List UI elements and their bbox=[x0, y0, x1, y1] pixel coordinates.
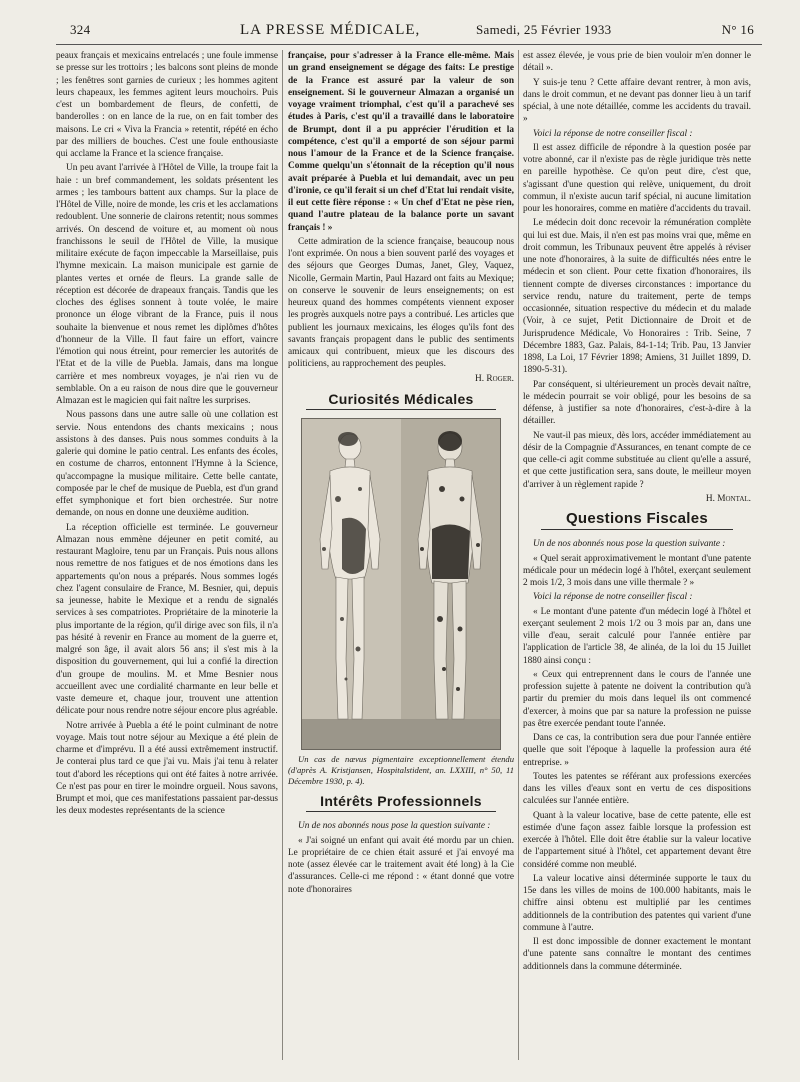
question-text: « Quel serait approximativement le montant d'une patente médicale pour un médecin logé à l'hôtel, exerçant seulement 2 mois 1/2, 3 mois dans une ville thermale ? » bbox=[523, 553, 751, 588]
section-underline bbox=[306, 811, 496, 812]
issue-date: Samedi, 25 Février 1933 bbox=[476, 22, 612, 37]
section-title-text: Questions Fiscales bbox=[565, 510, 709, 527]
paragraph: Il est assez difficile de répondre à la question posée par votre abonné, car il n'existe pas de règle juridique très nette en pareille hypothèse. Ce qu'on peut dire, c'est que, s'agissant d'une question qui relève, uniquement, du droit commun, il n'existe aucun tarif spécial, ni aucune limitation pour les honoraires, comme en matière d'accidents du travail. bbox=[523, 142, 751, 214]
paragraph: Notre arrivée à Puebla a été le point culminant de notre voyage. Mais tout notre séjour au Mexique a été plein de charme et d'imprévu. Il a été aussi extrêmement instructif. Je conterai plus tard ce que j'ai vu. Mais j'ai tenu à relater tout d'abord les réceptions qui ont été faites à notre arrivée. Ce n'est pas pour en tirer le moindre orgueil. Nous savons, Brumpt et moi, que ces manifestations passaient par-dessus les deux modestes représentants de la science bbox=[56, 720, 278, 817]
paragraph: « Le montant d'une patente d'un médecin logé à l'hôtel et exerçant seulement 2 mois 1/2 ou 3 mois par an, dans une ville d'eau, serait calculé pour l'année entière par l'application de l'article 38, 4e alinéa, de la loi du 15 Juillet 1880 ainsi conçu : bbox=[523, 606, 751, 666]
author-signature: H. Roger. bbox=[475, 373, 514, 384]
medical-photograph bbox=[301, 418, 501, 750]
photo-illustration bbox=[302, 419, 500, 749]
paragraph: peaux français et mexicains entrelacés ; une foule immense se presse sur les trottoirs ; les balcons sont pleins de monde ; les fenêtres sont garnies de curieux ; les hommes agitent leurs chapeaux, les femmes agitent leurs mouchoirs. Puis c'est un bombardement de fleurs, de confetti, de banderolles : on en lance de la rue, on en fait tomber des maisons. Le cri « Viva la Francia » retentit, répété en écho par des milliers de bouches. C'est une foule enthousiaste qui acclame la France et la science française. bbox=[56, 51, 278, 159]
paragraph: La réception officielle est terminée. Le gouverneur Almazan nous emmène déjeuner en petit comité, au restaurant Magloire, tenu par un Français. Puis nous allons nous remettre de nos fatigues et de nos émotions dans les appartements qu'on nous a préparés. Nous sommes logés chez l'agent consulaire de France, M. Besnier, qui, depuis sa jeunesse, habite le Mexique et a rendu de signalés services à ses compatriotes. Propriétaire de la minoterie la plus importante de la région, qu'il dirige avec son fils, il n'a pas hésité à revenir en France au moment de la guerre et, malgré son âge, il avait alors 56 ans; il s'est mis à la disposition du gouvernement, qui lui a confié la direction d'un groupe de moulins. M. et Mme Besnier nous accueillent avec une cordialité charmante en leur belle et vaste demeure et, chaque jour, trouvent une attention délicate pour nous rendre notre séjour encore plus agréable. bbox=[56, 522, 278, 717]
paragraph: Nous passons dans une autre salle où une collation est servie. Nous entendons des chants mexicains ; nous assistons à des danses. Puis nous sommes conduits à la galerie qui domine le patio central. Les enfants des écoles, en costume de charros, entonnent l'Hymne à la Science, qu'accompagne la musique militaire. Cette belle cantate, composée par le chef de musique de Puebla, est d'un grand effet symphonique et fort bien orchestrée. Sur notre demande, on nous en donne une deuxième audition. bbox=[56, 410, 278, 519]
section-title-curiosites bbox=[288, 390, 514, 410]
page-number: 324 bbox=[70, 22, 91, 37]
question-intro: Un de nos abonnés nous pose la question suivante : bbox=[533, 539, 726, 550]
section-title-text: Intérêts Professionnels bbox=[320, 793, 482, 809]
paragraph: française, pour s'adresser à la France elle-même. Mais un grand enseignement se dégage des faits: Le prestige de la France est assuré par la valeur de son enseignement. Si le gouverneur Almazan a organisé un voyage vraiment triomphal, c'est qu'il a parachevé ses études à Paris, c'est qu'il a travaillé dans le laboratoire de Brumpt, dont il a pu apprécier l'érudition et la compétence, c'est qu'il a emporté de son séjour parmi nous l'amour de la France et de la Science française. Comme quelqu'un s'étonnait de la réception qu'il nous avait préparée à Puebla et lui demandait, avec un peu d'ironie, ce qu'il ferait si un chef d'Etat lui rendait visite, il eut cette fière réponse : « Un chef d'Etat ne pèse rien, quand l'autre plateau de la balance porte un savant français ! » bbox=[288, 51, 514, 233]
paragraph: Dans ce cas, la contribution sera due pour l'année entière quelle que soit l'époque à laquelle la profession aura été entreprise. » bbox=[523, 733, 751, 768]
author-signature: H. Montal. bbox=[705, 493, 751, 504]
column-middle bbox=[288, 50, 514, 1070]
section-title-fiscales bbox=[523, 510, 751, 530]
paragraph: La valeur locative ainsi déterminée supporte le taux du 15e dans les villes de moins de 100.000 habitants, mais le chiffre ainsi obtenu est multiplié par les centimes additionnels de la contribution des patentes qui varient d'une commune à l'autre. bbox=[523, 873, 751, 933]
column-divider bbox=[518, 50, 519, 1060]
issue-number: N° 16 bbox=[721, 22, 754, 37]
paragraph: Un peu avant l'arrivée à l'Hôtel de Ville, la troupe fait la haie : un bref commandement, les soldats présentent les armes ; les tambours battent aux champs. Sur la place de l'Hôtel de Ville, noire de monde, les cris et les acclamations redoublent. Une sonnerie de clairons retentit; nous sommes arrivés. On descend de voiture et, au moment où nous franchissons le seuil de l'Hôtel de Ville, la musique militaire exécute de façon impeccable la Marseillaise, puis l'hymne mexicain. La maison municipale est garnie de plantes vertes et ornée de fleurs. La grande salle de réception est décorée de drapeaux français. Tandis que les cloches des églises sonnent à toute volée, le maire prononce un éloge vibrant de la France, puis il nous souhaite la bienvenue et nous remet les diplômes d'hôtes d'honneur de la Ville. Il faut faire un effort, vaincre l'émotion qui nous étreint, pour remercier les autorités de l'Etat et de la ville de Puebla. Jamais, dans ma longue carrière et mes nombreux voyages, je n'ai rien vu de semblable. On a eu raison de nous dire que le gouverneur Almazan est le magicien qui fait naître les surprises. bbox=[56, 163, 278, 406]
paragraph: Cette admiration de la science française, beaucoup nous l'ont exprimée. On nous a bien souvent parlé des voyages et des séjours que Georges Dumas, Janet, Gley, Vaquez, Nicolle, Germain Martin, Paul Hazard ont faits au Mexique; on conserve le souvenir de leurs enseignements; on est heureux quand des hommes compétents viennent exposer les progrès auxquels notre pays a contribué. Les articles que publient les journaux mexicains, les éloges qu'ils font des savants français propagent dans le public des sentiments amicaux qui contribuent, mieux que les discours des politiciens, au rapprochement des peuples. bbox=[288, 236, 514, 370]
paragraph: Y suis-je tenu ? Cette affaire devant rentrer, à mon avis, dans le droit commun, et ne devant pas donner lieu à un tarif spécial, à une note détaillée, comme les accidents du travail. » bbox=[523, 77, 751, 125]
column-divider bbox=[282, 50, 283, 1060]
reply-intro: Voici la réponse de notre conseiller fiscal : bbox=[533, 592, 693, 603]
journal-title: LA PRESSE MÉDICALE, bbox=[240, 22, 421, 38]
paragraph: Par conséquent, si ultérieurement un procès devait naître, le médecin pourrait se voir obligé, pour les besoins de sa défense, à justifier sa note d'honoraires, c'est-à-dire à la détailler. bbox=[523, 379, 751, 427]
section-underline bbox=[306, 409, 496, 410]
section-title-text: Curiosités Médicales bbox=[328, 390, 474, 407]
paragraph: Le médecin doit donc recevoir la rémunération complète qui lui est due. Mais, il n'en est pas moins vrai que, même en droit commun, les Tribunaux peuvent être appelés à réviser une note d'honoraires, à la suite de difficultés nées entre le médecin et son client. Pour cette fixation d'honoraires, ils tiennent compte de diverses circonstances : importance du service rendu, nature du traitement, perte de temps occasionnée, situation respective du médecin et du malade (Voir, à ce sujet, Petit Dictionnaire de Droit et de Jurisprudence Médicale, Vo Honoraires : Trib. Seine, 7 Décembre 1883, Gaz. Palais, 84-1-14; Trib. Pau, 13 Janvier 1898, La Loi, 17 Février 1898; Amiens, 31 Juillet 1899, D. 1890-5-31). bbox=[523, 218, 751, 376]
paragraph: Quant à la valeur locative, base de cette patente, elle est estimée d'une façon assez faible lorsque la profession est exercée à l'hôtel. Elle doit être établie sur la valeur locative de l'appartement situé à l'hôtel, cet appartement devant être considéré comme non meublé. bbox=[523, 810, 751, 870]
page-header bbox=[70, 22, 754, 42]
question-text: « J'ai soigné un enfant qui avait été mordu par un chien. Le propriétaire de ce chien était assuré et j'ai envoyé ma note (assez élevée car le traitement avait été long) à la Cie d'assurances. Celle-ci me répond : « étant donné que votre note d'honoraires bbox=[288, 835, 514, 895]
paragraph: Il est donc impossible de donner exactement le montant d'une patente sans connaître le montant des centimes additionnels dans la commune déterminée. bbox=[523, 937, 751, 972]
figure-caption: Un cas de nævus pigmentaire exceptionnellement étendu (d'après A. Kristjansen, Hospitalstident, an. LXXIII, n° 50, 11 Décembre 1930, p. 4). bbox=[288, 754, 514, 786]
column-right bbox=[523, 50, 751, 1070]
reply-intro: Voici la réponse de notre conseiller fiscal : bbox=[533, 128, 693, 139]
paragraph: Ne vaut-il pas mieux, dès lors, accéder immédiatement au désir de la Compagnie d'Assurances, en tenant compte de ce que celle-ci agit comme substituée au client qu'elle a assuré, et que cette justification sera, sans doute, le meilleur moyen d'arriver à un règlement rapide ? bbox=[523, 430, 751, 490]
paragraph: est assez élevée, je vous prie de bien vouloir m'en donner le détail ». bbox=[523, 51, 751, 74]
section-underline bbox=[541, 529, 733, 530]
paragraph: Toutes les patentes se référant aux professions exercées dans les villes d'eaux sont en vertu de ces dispositions calculées sur l'année entière. bbox=[523, 771, 751, 807]
paragraph: « Ceux qui entreprennent dans le cours de l'année une profession sujette à patente ne doivent la contribution qu'à partir du premier du mois dans lequel ils ont commencé d'exercer, à moins que par sa nature la profession ne puisse pas être exercée pendant toute l'année. bbox=[523, 669, 751, 729]
header-rule bbox=[56, 44, 762, 45]
section-title-interets bbox=[288, 795, 514, 812]
column-left bbox=[56, 50, 278, 1070]
question-intro: Un de nos abonnés nous pose la question suivante : bbox=[298, 821, 491, 832]
